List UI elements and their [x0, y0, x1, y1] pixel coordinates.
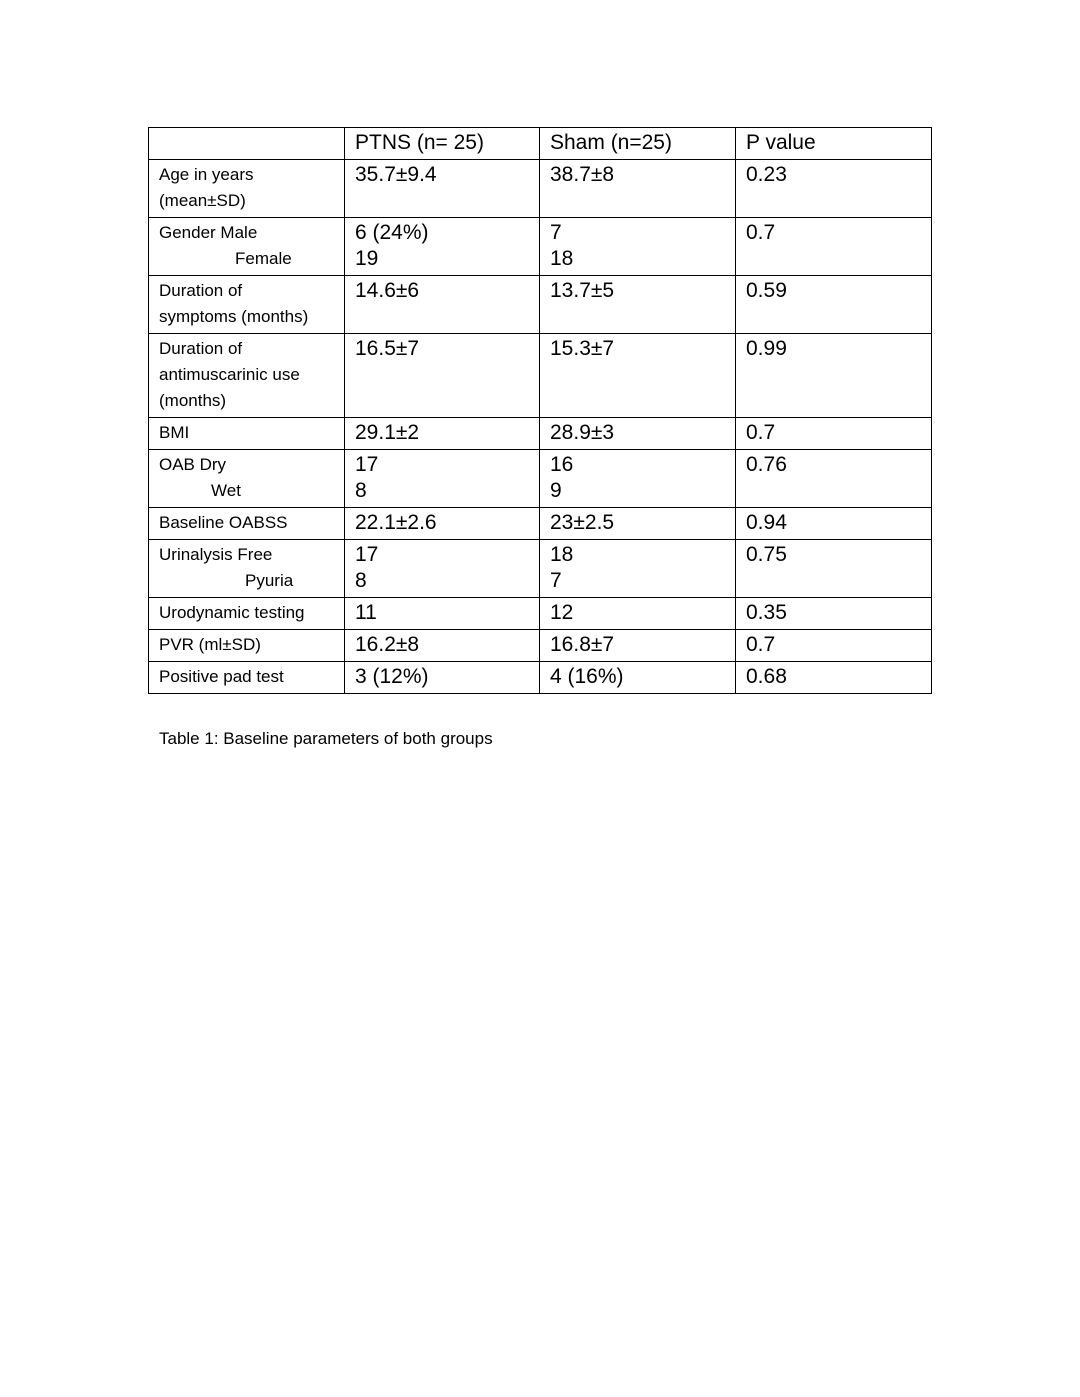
- sham-value-line: 7: [550, 221, 562, 244]
- row-label-line: Urodynamic testing: [159, 603, 305, 622]
- ptns-value: 16.2±8: [345, 630, 540, 662]
- row-label: [149, 630, 345, 662]
- table-header-row: [149, 128, 932, 160]
- p-value: 0.94: [736, 508, 932, 540]
- ptns-value-line: 6 (24%): [355, 221, 429, 244]
- row-label-line: BMI: [159, 423, 190, 442]
- table-row: [149, 508, 932, 540]
- table-row: [149, 418, 932, 450]
- p-value: 0.7: [736, 218, 932, 276]
- table-row: [149, 662, 932, 694]
- p-value: 0.68: [736, 662, 932, 694]
- sham-value-line: 9: [550, 479, 562, 502]
- sham-value: 23±2.5: [540, 508, 736, 540]
- ptns-value-line: 17: [355, 543, 379, 566]
- table-row: [149, 630, 932, 662]
- table-row: [149, 218, 932, 276]
- ptns-value-line: 8: [355, 569, 367, 592]
- sham-value: [540, 450, 736, 508]
- table-row: [149, 540, 932, 598]
- sham-value-line: 16: [550, 453, 574, 476]
- ptns-value: [345, 450, 540, 508]
- row-label-line: symptoms (months): [159, 307, 309, 326]
- ptns-value: 22.1±2.6: [345, 508, 540, 540]
- sham-value: [540, 540, 736, 598]
- row-label-line: Baseline OABSS: [159, 513, 288, 532]
- sham-value-line: 18: [550, 543, 574, 566]
- p-value: 0.76: [736, 450, 932, 508]
- row-label-line: Positive pad test: [159, 667, 284, 686]
- ptns-value-line: 17: [355, 453, 379, 476]
- baseline-parameters-table: [148, 127, 932, 694]
- header-cell-ptns: PTNS (n= 25): [345, 128, 540, 160]
- table-row: [149, 160, 932, 218]
- p-value: 0.59: [736, 276, 932, 334]
- sham-value: 28.9±3: [540, 418, 736, 450]
- ptns-value: 3 (12%): [345, 662, 540, 694]
- sham-value: 15.3±7: [540, 334, 736, 418]
- row-label: [149, 450, 345, 508]
- ptns-value: 16.5±7: [345, 334, 540, 418]
- row-label-line: Female: [235, 249, 292, 268]
- ptns-value: 14.6±6: [345, 276, 540, 334]
- table-row: [149, 276, 932, 334]
- row-label: [149, 598, 345, 630]
- ptns-value: [345, 540, 540, 598]
- ptns-value: 35.7±9.4: [345, 160, 540, 218]
- row-label-line: PVR (ml±SD): [159, 635, 261, 654]
- p-value: 0.7: [736, 630, 932, 662]
- table-caption: Table 1: Baseline parameters of both groups: [159, 729, 493, 748]
- p-value: 0.23: [736, 160, 932, 218]
- p-value: 0.7: [736, 418, 932, 450]
- row-label: [149, 540, 345, 598]
- p-value: 0.99: [736, 334, 932, 418]
- table-row: [149, 598, 932, 630]
- row-label: [149, 160, 345, 218]
- header-cell-p-value: P value: [736, 128, 932, 160]
- sham-value: [540, 218, 736, 276]
- table-row: [149, 450, 932, 508]
- header-cell-sham: Sham (n=25): [540, 128, 736, 160]
- ptns-value-line: 19: [355, 247, 379, 270]
- row-label-line: Gender Male: [159, 223, 258, 242]
- row-label-line: OAB Dry: [159, 455, 227, 474]
- row-label-line: Pyuria: [245, 571, 294, 590]
- row-label: [149, 334, 345, 418]
- p-value: 0.35: [736, 598, 932, 630]
- ptns-value: [345, 218, 540, 276]
- row-label: [149, 662, 345, 694]
- ptns-value: 29.1±2: [345, 418, 540, 450]
- row-label: [149, 508, 345, 540]
- row-label-line: Urinalysis Free: [159, 545, 273, 564]
- row-label-line: antimuscarinic use: [159, 365, 300, 384]
- table-row: [149, 334, 932, 418]
- row-label-line: Duration of: [159, 281, 243, 300]
- sham-value-line: 18: [550, 247, 574, 270]
- row-label: [149, 218, 345, 276]
- row-label-line: (months): [159, 391, 227, 410]
- ptns-value: 11: [345, 598, 540, 630]
- row-label: [149, 418, 345, 450]
- row-label-line: (mean±SD): [159, 191, 246, 210]
- row-label-line: Duration of: [159, 339, 243, 358]
- row-label: [149, 276, 345, 334]
- header-cell-empty: [149, 128, 345, 160]
- sham-value: 16.8±7: [540, 630, 736, 662]
- sham-value: 12: [540, 598, 736, 630]
- sham-value: 4 (16%): [540, 662, 736, 694]
- row-label-line: Wet: [211, 481, 241, 500]
- p-value: 0.75: [736, 540, 932, 598]
- sham-value: 13.7±5: [540, 276, 736, 334]
- sham-value-line: 7: [550, 569, 562, 592]
- ptns-value-line: 8: [355, 479, 367, 502]
- row-label-line: Age in years: [159, 165, 254, 184]
- sham-value: 38.7±8: [540, 160, 736, 218]
